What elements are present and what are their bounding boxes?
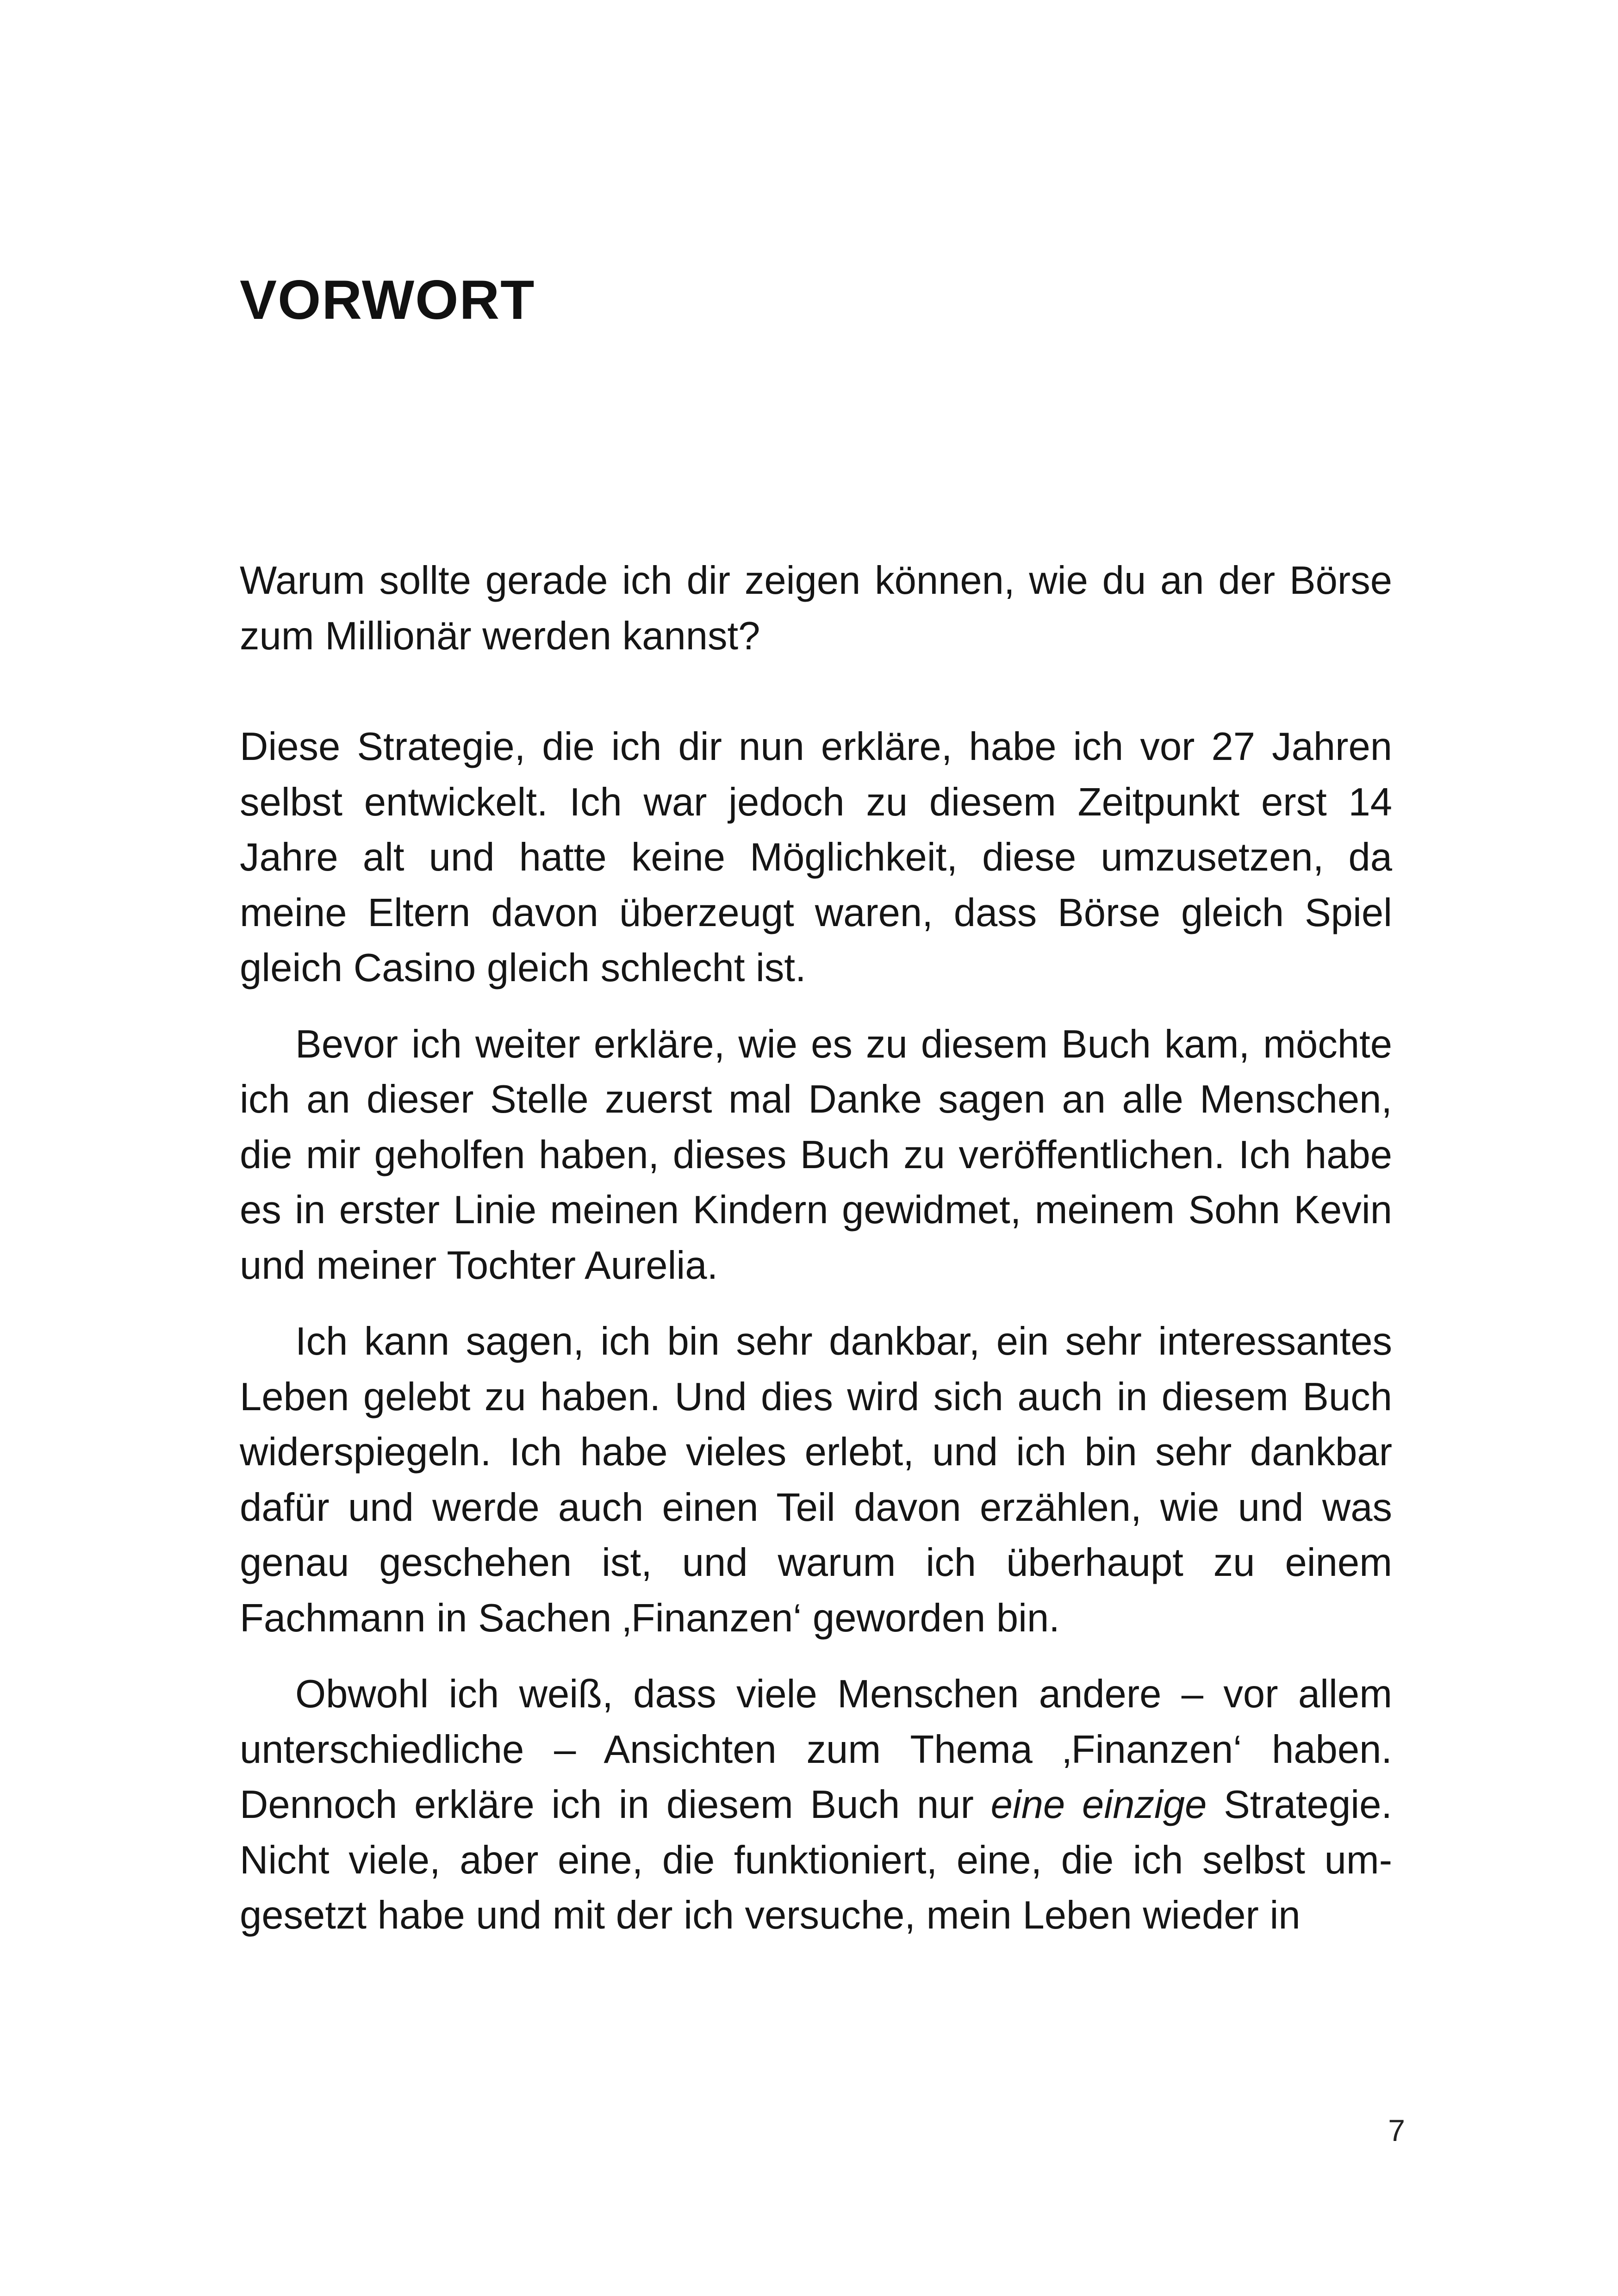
paragraph-intro-question: Warum sollte gerade ich dir zeigen können, wie du an der Börse zum Millionär werden kannst?	[240, 559, 1392, 658]
page-number: 7	[1388, 2113, 1405, 2147]
body-text	[240, 553, 1392, 1943]
paragraph-single-strategy-text-end: Strategie. Nicht viele, aber eine, die funktioniert, eine, die ich selbst umgesetzt habe und mit der ich versuche, mein Leben wieder in	[240, 1783, 1392, 1937]
paragraph-strategy-origin: Diese Strategie, die ich dir nun erkläre, habe ich vor 27 Jahren selbst entwickelt. Ich war jedoch zu diesem Zeitpunkt erst 14 Jahre alt und hatte keine Möglichkeit, diese umzusetzen, da meine Eltern davon überzeugt waren, dass Börse gleich Spiel gleich Casino gleich schlecht ist.	[240, 725, 1392, 990]
paragraph-thanks: Bevor ich weiter erkläre, wie es zu diesem Buch kam, möchte ich an dieser Stelle zuerst mal Danke sagen an alle Menschen, die mir geholfen haben, dieses Buch zu veröffentlichen. Ich habe es in erster Linie meinen Kindern gewidmet, meinem Sohn Kevin und meiner Tochter Aurelia.	[240, 1022, 1392, 1288]
paragraph-single-strategy-text-start: Obwohl ich weiß, dass viele Menschen andere – vor allem unterschiedliche – Ansichten zum Thema ‚Finanzen‘ haben. Dennoch erkläre ich in diesem Buch nur	[240, 1672, 1392, 1827]
chapter-title: VORWORT	[240, 269, 535, 331]
emphasis-text: eine einzige	[990, 1783, 1207, 1827]
paragraph-single-strategy	[240, 1667, 1392, 1943]
paragraph-gratitude: Ich kann sagen, ich bin sehr dankbar, ein sehr interessantes Leben gelebt zu haben. Und dies wird sich auch in diesem Buch widerspiegeln. Ich habe vieles erlebt, und ich bin sehr dankbar dafür und werde auch einen Teil davon erzählen, wie und was genau geschehen ist, und warum ich überhaupt zu einem Fachmann in Sachen ‚Finanzen‘ geworden bin.	[240, 1319, 1392, 1640]
